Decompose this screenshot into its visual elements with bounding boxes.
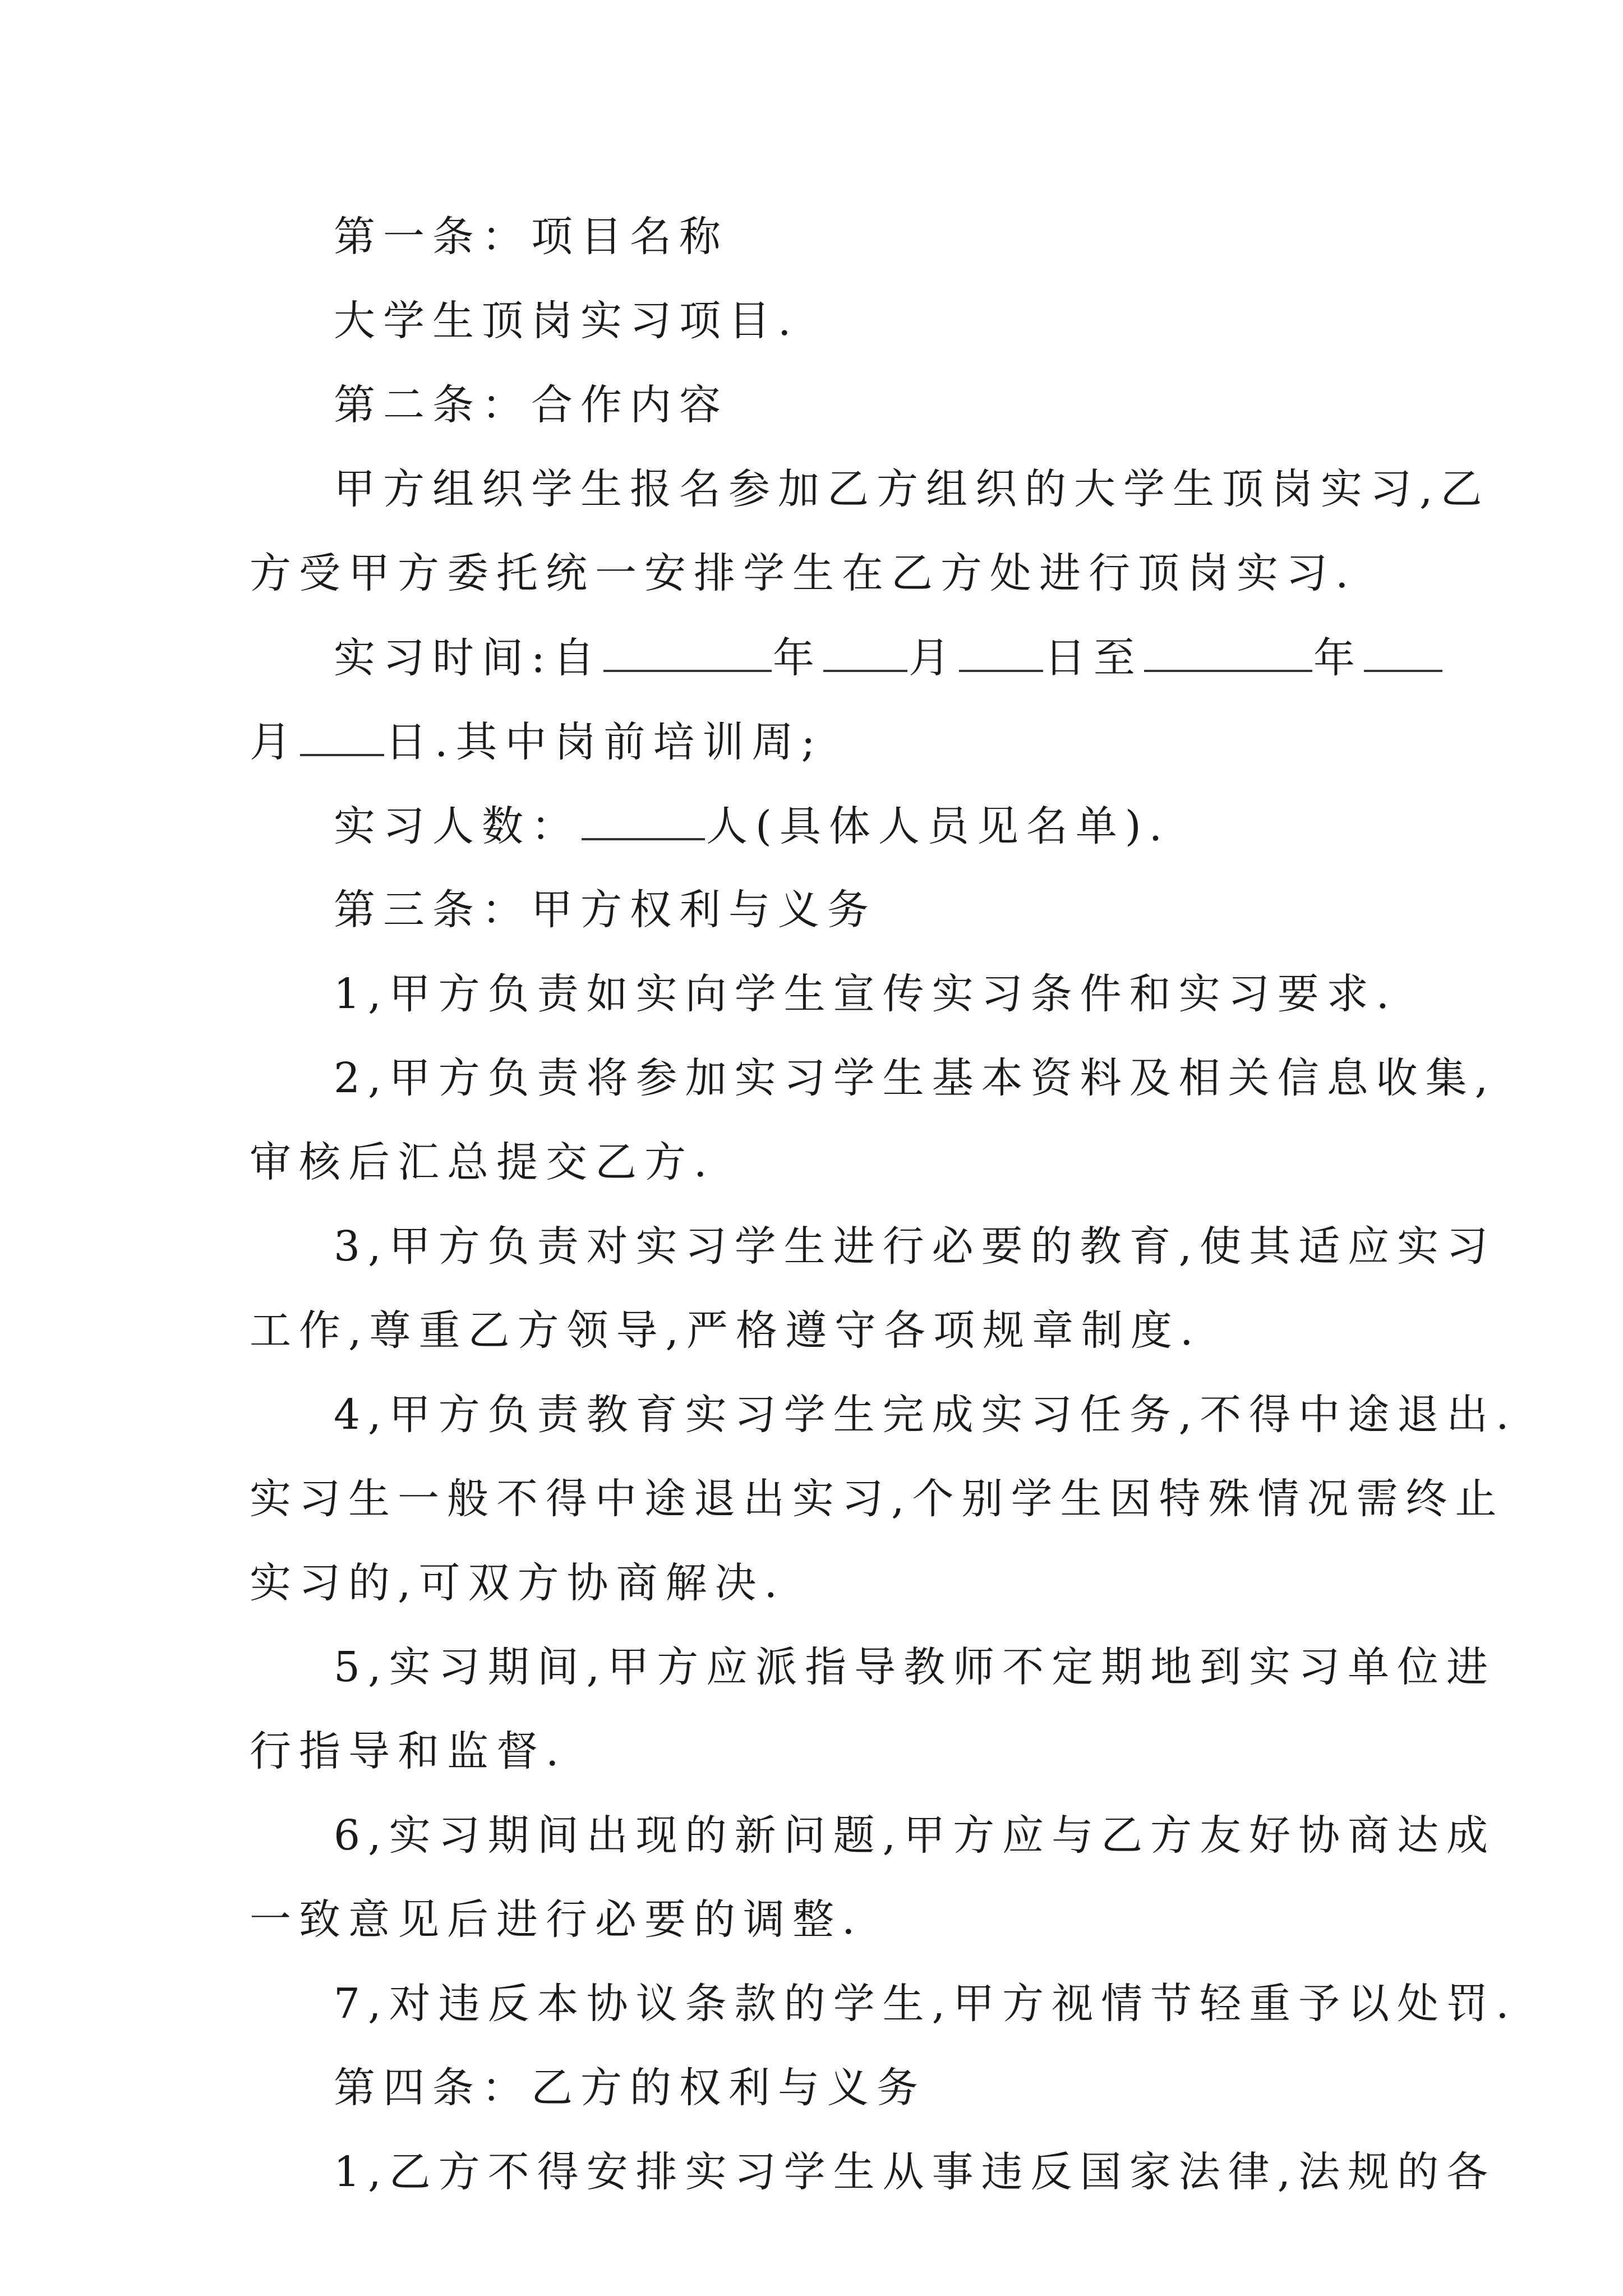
blank-field (1144, 629, 1312, 672)
blank-field (300, 714, 384, 756)
intern-count-line (334, 798, 1170, 854)
paragraph-line: 实习生一般不得中途退出实习,个别学生因特殊情况需终止 (250, 1475, 1505, 1523)
text-segment: 日至 (1044, 634, 1143, 682)
paragraph-line: 5,实习期间,甲方应派指导教师不定期地到实习单位进 (334, 1643, 1496, 1691)
paragraph-line: 3,甲方负责对实习学生进行必要的教育,使其适应实习 (334, 1222, 1496, 1271)
paragraph-line: 甲方组织学生报名参加乙方组织的大学生顶岗实习,乙 (334, 465, 1490, 513)
paragraph-line: 1,甲方负责如实向学生宣传实习条件和实习要求. (334, 970, 1398, 1018)
blank-field (823, 629, 907, 672)
blank-field (1364, 629, 1442, 672)
paragraph-line: 审核后汇总提交乙方. (250, 1138, 715, 1186)
paragraph-line: 实习的,可双方协商解决. (250, 1559, 786, 1607)
text-segment: 实习时间:自 (334, 634, 602, 682)
paragraph-line: 行指导和监督. (250, 1727, 567, 1775)
paragraph-line: 大学生顶岗实习项目. (334, 297, 799, 345)
paragraph-line: 方受甲方委托统一安排学生在乙方处进行顶岗实习. (250, 549, 1357, 597)
internship-period-line (334, 629, 1444, 686)
article-3-heading: 第三条：甲方权利与义务 (334, 886, 877, 934)
paragraph-line: 2,甲方负责将参加实习学生基本资料及相关信息收集, (334, 1054, 1496, 1102)
blank-field (959, 629, 1043, 672)
internship-period-line-cont (250, 714, 823, 770)
article-2-heading: 第二条：合作内容 (334, 381, 728, 429)
text-segment: 年 (772, 634, 822, 682)
text-segment: 实习人数： (334, 802, 580, 850)
text-segment: 月 (250, 718, 299, 766)
paragraph-line: 1,乙方不得安排实习学生从事违反国家法律,法规的各 (334, 2148, 1496, 2196)
text-segment: 月 (908, 634, 958, 682)
paragraph-line: 4,甲方负责教育实习学生完成实习任务,不得中途退出. (334, 1391, 1517, 1439)
text-segment: 人(具体人员见名单). (706, 802, 1170, 850)
paragraph-line: 一致意见后进行必要的调整. (250, 1895, 863, 1944)
paragraph-line: 工作,尊重乙方领导,严格遵守各项规章制度. (250, 1306, 1201, 1355)
text-segment: 日.其中岗前培训周; (385, 718, 823, 766)
paragraph-line: 6,实习期间出现的新问题,甲方应与乙方友好协商达成 (334, 1811, 1496, 1860)
blank-field (582, 798, 705, 840)
paragraph-line: 7,对违反本协议条款的学生,甲方视情节轻重予以处罚. (334, 1980, 1517, 2028)
article-1-heading: 第一条：项目名称 (334, 213, 728, 261)
text-segment: 年 (1313, 634, 1363, 682)
article-4-heading: 第四条：乙方的权利与义务 (334, 2064, 926, 2112)
blank-field (603, 629, 772, 672)
